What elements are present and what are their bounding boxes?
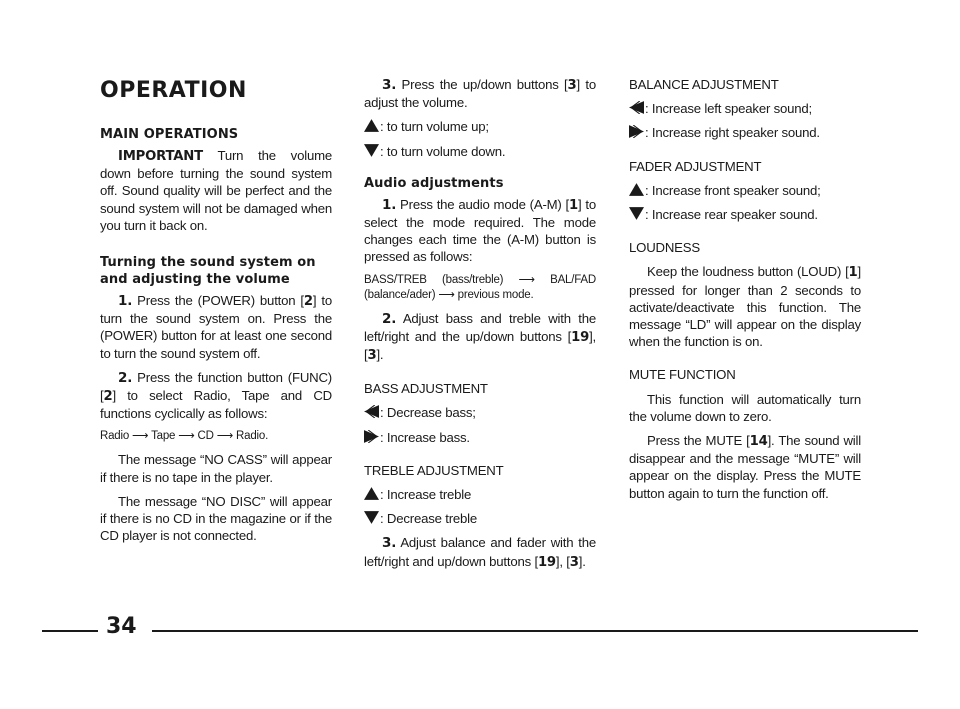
audio-step-1-text: Press the audio mode (A-M) [ (396, 196, 570, 212)
audio-step-3-key-1: 19 (537, 554, 556, 570)
important-label: IMPORTANT (118, 149, 203, 164)
down-arrow-icon (629, 207, 644, 220)
audio-step-3-text: Adjust balance and fader with the left/right and up/down buttons [ (364, 535, 596, 569)
function-cycle: Radio ⟶ Tape ⟶ CD ⟶ Radio. (100, 430, 269, 443)
step-3-number: 3. (382, 77, 397, 93)
bass-adjustment-heading: BASS ADJUSTMENT (364, 381, 488, 397)
step-3-text-end: ] to adjust the volume. (364, 77, 596, 111)
audio-step-3-sep: ], [ (555, 553, 570, 569)
column-2 (364, 76, 596, 578)
fader-rear-line (629, 206, 861, 223)
loudness-text-end: ] pressed for longer than 2 seconds to activate/deactivate this function. The message “LD” will appear on the display when the function is on. (629, 264, 861, 350)
column-3 (629, 76, 861, 509)
right-arrow-icon (629, 125, 644, 138)
audio-step-2-sep: ], [ (364, 328, 596, 363)
volume-down-line (364, 143, 596, 160)
up-arrow-icon (629, 183, 644, 196)
step-2-number: 2. (118, 369, 133, 386)
step-1-text: Press the (POWER) button [ (132, 293, 304, 309)
left-arrow-icon (364, 405, 379, 418)
bass-increase-line (364, 429, 596, 446)
treble-adjustment-heading: TREBLE ADJUSTMENT (364, 462, 504, 478)
page-number: 34 (106, 614, 137, 639)
loudness-text: Keep the loudness button (LOUD) [ (647, 264, 849, 280)
footer-rule-left (42, 630, 98, 632)
loudness-key: 1 (848, 265, 858, 281)
step-1-key: 2 (303, 294, 313, 310)
step-1-number: 1. (118, 293, 133, 310)
fader-rear-text: : Increase rear speaker sound. (645, 207, 818, 223)
fader-front-text: : Increase front speaker sound; (645, 182, 821, 198)
loudness-heading: LOUDNESS (629, 240, 700, 256)
volume-up-line (364, 118, 596, 135)
audio-step-3-key-2: 3 (569, 554, 579, 570)
audio-step-3-end: ]. (578, 553, 586, 569)
audio-step-2-end: ]. (376, 347, 384, 363)
mute-paragraph-2 (629, 432, 861, 502)
audio-step-1-key: 1 (569, 197, 578, 213)
audio-step-2-text: Adjust bass and treble with the left/right and the up/down buttons [ (364, 310, 596, 344)
treble-increase-text: : Increase treble (380, 487, 472, 503)
audio-step-1-number: 1. (382, 196, 397, 213)
up-arrow-icon (364, 487, 379, 500)
right-arrow-icon (364, 430, 379, 443)
balance-left-text: : Increase left speaker sound; (645, 101, 813, 117)
mute-paragraph-1: This function will automatically turn the volume down to zero. (629, 391, 861, 424)
treble-increase-line (364, 486, 596, 503)
important-text: Turn the volume down before turning the sound system off. Sound quality will be perfect and the sound system will not be damaged when you turn it back on. (100, 148, 332, 233)
down-arrow-icon (364, 144, 379, 157)
treble-decrease-line (364, 510, 596, 527)
audio-step-2-paragraph (364, 310, 596, 365)
down-arrow-icon (364, 511, 379, 524)
bass-decrease-text: : Decrease bass; (380, 405, 476, 421)
audio-step-1-text-end: ] to select the mode required. The mode changes each time the (A-M) button is pressed as follows: (364, 196, 596, 265)
mute-text-end: ]. The sound will disappear and the message “MUTE” will appear on the display. Press the MUTE button again to turn the function off. (629, 433, 861, 501)
balance-adjustment-heading: BALANCE ADJUSTMENT (629, 77, 779, 92)
audio-step-3-paragraph (364, 534, 596, 570)
main-operations-heading: MAIN OPERATIONS (100, 127, 239, 142)
volume-up-text: : to turn volume up; (380, 119, 489, 135)
bass-increase-text: : Increase bass. (380, 429, 470, 445)
up-arrow-icon (364, 119, 379, 132)
mute-text: Press the MUTE [ (647, 433, 750, 449)
balance-right-line (629, 124, 861, 141)
loudness-paragraph (629, 263, 861, 350)
audio-adjustments-heading: Audio adjustments (364, 175, 504, 191)
balance-right-text: : Increase right speaker sound. (645, 125, 820, 141)
step-1-text-end: ] to turn the sound system on. Press the (POWER) button for at least one second to turn the sound system off. (100, 293, 332, 361)
audio-step-2-key-1: 19 (571, 329, 590, 345)
bass-decrease-line (364, 404, 596, 421)
page-title: OPERATION (100, 78, 247, 103)
audio-step-2-key-2: 3 (367, 348, 377, 364)
fader-front-line (629, 182, 861, 199)
left-arrow-icon (629, 101, 644, 114)
no-cass-message: The message “NO CASS” will appear if there is no tape in the player. (100, 452, 332, 485)
mode-cycle: BASS/TREB (bass/treble) ⟶ BAL/FAD (balance/ader) ⟶ previous mode. (364, 273, 596, 301)
fader-adjustment-heading: FADER ADJUSTMENT (629, 158, 762, 174)
step-1-paragraph (100, 292, 332, 362)
footer-rule-right (152, 630, 918, 632)
turning-on-heading: Turning the sound system on and adjusting the volume (100, 255, 316, 288)
step-2-text: Press the function button (FUNC) [ (100, 369, 332, 404)
step-2-paragraph (100, 369, 332, 423)
step-3-paragraph (364, 76, 596, 111)
column-1 (100, 76, 332, 551)
step-3-key: 3 (567, 78, 577, 93)
important-paragraph (100, 147, 332, 234)
audio-step-1-paragraph (364, 196, 596, 266)
balance-left-line (629, 100, 861, 117)
mute-key: 14 (749, 434, 768, 450)
step-2-key: 2 (103, 389, 113, 405)
no-disc-message: The message “NO DISC” will appear if there is no CD in the magazine or if the CD player is not connected. (100, 493, 332, 544)
step-2-text-end: ] to select Radio, Tape and CD functions cyclically as follows: (100, 388, 332, 422)
mute-function-heading: MUTE FUNCTION (629, 367, 736, 383)
volume-down-text: : to turn volume down. (380, 143, 506, 159)
audio-step-2-number: 2. (382, 310, 397, 327)
audio-step-3-number: 3. (382, 535, 397, 552)
treble-decrease-text: : Decrease treble (380, 511, 478, 527)
step-3-text: Press the up/down buttons [ (396, 77, 568, 92)
